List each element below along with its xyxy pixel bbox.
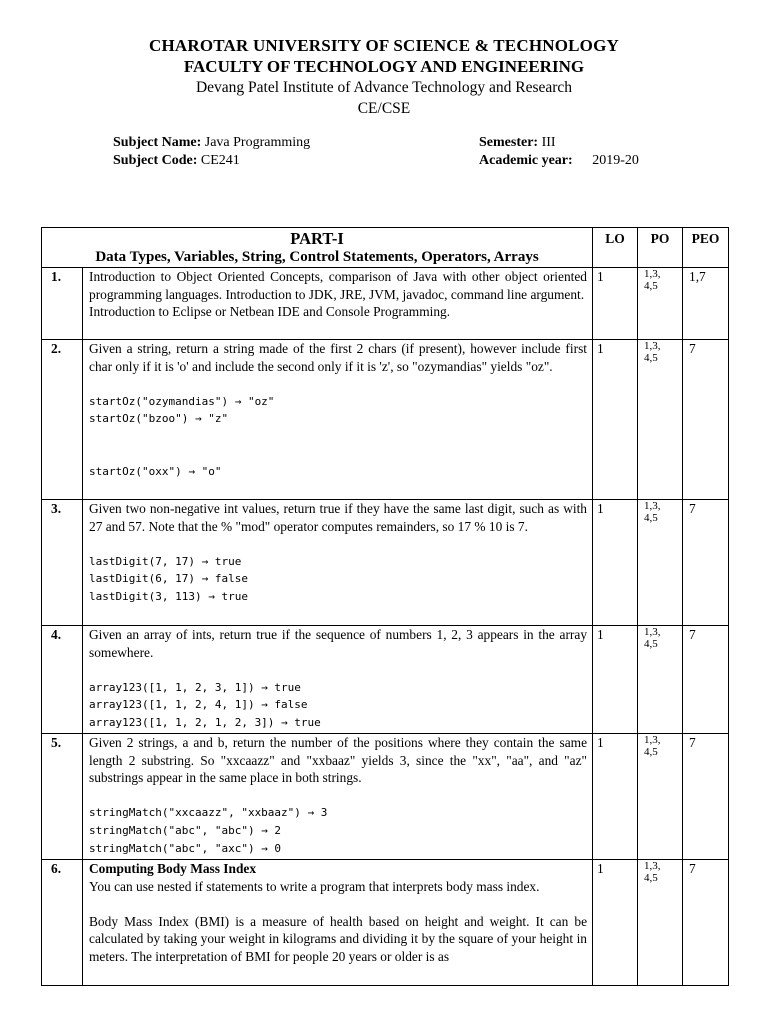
row-description — [83, 340, 593, 500]
row-po-line: 1,3, — [644, 860, 661, 872]
row-lo: 1 — [593, 860, 638, 986]
row-number: 1. — [42, 268, 83, 340]
semester-info — [479, 134, 639, 170]
row-po-line: 1,3, — [644, 268, 661, 280]
row-text: Given 2 strings, a and b, return the number of the positions where they contain the same length 2 substring. So "xxcaazz" and "xxbaaz" yields 3, since the "xx", "aa", and "az" substrings appear in the same place in both strings. — [89, 735, 588, 786]
row-peo: 7 — [683, 860, 729, 986]
row-text: Introduction to Eclipse or Netbean IDE and Console Programming. — [89, 304, 451, 320]
example-line: lastDigit(6, 17) → false — [89, 572, 248, 586]
table-header-row — [42, 228, 729, 268]
row-description — [83, 626, 593, 734]
row-po-line: 4,5 — [644, 746, 658, 758]
part-heading — [42, 228, 593, 268]
example-line: startOz("bzoo") → "z" — [89, 412, 229, 426]
academic-year-label: Academic year: — [479, 153, 573, 168]
column-header-peo: PEO — [683, 228, 729, 268]
row-text: You can use nested if statements to write a program that interprets body mass index. — [89, 878, 540, 894]
subject-name-label: Subject Name: — [113, 135, 202, 150]
row-text: Given two non-negative int values, return true if they have the same last digit, such as with 27 and 57. Note that the % "mod" operator computes remainders, so 17 % 10 is 7. — [89, 501, 588, 534]
academic-year-value: 2019-20 — [592, 153, 639, 168]
part-subtitle: Data Types, Variables, String, Control Statements, Operators, Arrays — [95, 249, 539, 265]
example-line: array123([1, 1, 2, 3, 1]) → true — [89, 680, 301, 694]
example-line: stringMatch("xxcaazz", "xxbaaz") → 3 — [89, 806, 328, 820]
row-description — [83, 268, 593, 340]
university-name: CHAROTAR UNIVERSITY OF SCIENCE & TECHNOLOGY — [148, 36, 620, 55]
row-po — [638, 860, 683, 986]
row-peo: 7 — [683, 734, 729, 860]
row-po — [638, 340, 683, 500]
row-text: Given an array of ints, return true if the sequence of numbers 1, 2, 3 appears in the array somewhere. — [89, 627, 588, 660]
row-description — [83, 734, 593, 860]
subject-info — [113, 134, 310, 170]
practical-list-table — [41, 227, 729, 986]
row-description — [83, 860, 593, 986]
department-name: CE/CSE — [357, 100, 411, 117]
example-line: array123([1, 1, 2, 4, 1]) → false — [89, 698, 308, 712]
row-number: 3. — [42, 500, 83, 626]
row-text: Introduction to Object Oriented Concepts, comparison of Java with other object oriented programming languages. Introduction to JDK, JRE, JVM, javadoc, command line argument. — [89, 269, 588, 302]
semester-line — [479, 134, 639, 152]
table-row — [42, 500, 729, 626]
row-po-line: 1,3, — [644, 340, 661, 352]
semester-value: III — [541, 135, 556, 150]
semester-label: Semester: — [479, 135, 539, 150]
subject-code-line — [113, 152, 310, 170]
row-po-line: 4,5 — [644, 280, 658, 292]
row-number: 5. — [42, 734, 83, 860]
example-line: array123([1, 1, 2, 1, 2, 3]) → true — [89, 715, 321, 729]
row-po-line: 1,3, — [644, 626, 661, 638]
row-po-line: 1,3, — [644, 734, 661, 746]
row-text: Body Mass Index (BMI) is a measure of health based on height and weight. It can be calculated by taking your weight in kilograms and dividing it by the square of your height in meters. The interpretation of BMI for people 20 years or older is as — [89, 913, 588, 964]
table-row — [42, 860, 729, 986]
row-title: Computing Body Mass Index — [89, 861, 257, 876]
column-header-po: PO — [638, 228, 683, 268]
row-peo: 7 — [683, 626, 729, 734]
row-number: 2. — [42, 340, 83, 500]
row-po-line: 4,5 — [644, 638, 658, 650]
row-po-line: 1,3, — [644, 500, 661, 512]
table-row — [42, 734, 729, 860]
row-peo: 7 — [683, 500, 729, 626]
example-line: stringMatch("abc", "abc") → 2 — [89, 823, 282, 837]
row-description — [83, 500, 593, 626]
subject-code-label: Subject Code: — [113, 153, 198, 168]
row-peo: 1,7 — [683, 268, 729, 340]
document-header — [0, 36, 768, 119]
table-row — [42, 626, 729, 734]
row-peo: 7 — [683, 340, 729, 500]
row-lo: 1 — [593, 268, 638, 340]
row-po-line: 4,5 — [644, 872, 658, 884]
row-po — [638, 268, 683, 340]
example-line: lastDigit(7, 17) → true — [89, 554, 242, 568]
faculty-name: FACULTY OF TECHNOLOGY AND ENGINEERING — [183, 57, 585, 76]
row-po — [638, 734, 683, 860]
part-title: PART-I — [290, 229, 344, 248]
subject-name-line — [113, 134, 310, 152]
row-po-line: 4,5 — [644, 512, 658, 524]
table-row — [42, 268, 729, 340]
table-row — [42, 340, 729, 500]
column-header-lo: LO — [593, 228, 638, 268]
example-line: startOz("oxx") → "o" — [89, 465, 222, 479]
row-lo: 1 — [593, 500, 638, 626]
institute-name: Devang Patel Institute of Advance Technology and Research — [195, 79, 573, 96]
row-text: Given a string, return a string made of the first 2 chars (if present), however include first char only if it is 'o' and include the second only if it is 'z', so "ozymandias" yields "oz". — [89, 341, 588, 374]
row-po-line: 4,5 — [644, 352, 658, 364]
row-number: 6. — [42, 860, 83, 986]
example-line: stringMatch("abc", "axc") → 0 — [89, 841, 282, 855]
row-lo: 1 — [593, 340, 638, 500]
row-po — [638, 500, 683, 626]
subject-name-value: Java Programming — [204, 135, 311, 150]
row-lo: 1 — [593, 626, 638, 734]
subject-code-value: CE241 — [200, 153, 240, 168]
academic-year-line — [479, 152, 639, 170]
row-lo: 1 — [593, 734, 638, 860]
example-line: startOz("ozymandias") → "oz" — [89, 394, 275, 408]
example-line: lastDigit(3, 113) → true — [89, 589, 248, 603]
row-number: 4. — [42, 626, 83, 734]
row-po — [638, 626, 683, 734]
